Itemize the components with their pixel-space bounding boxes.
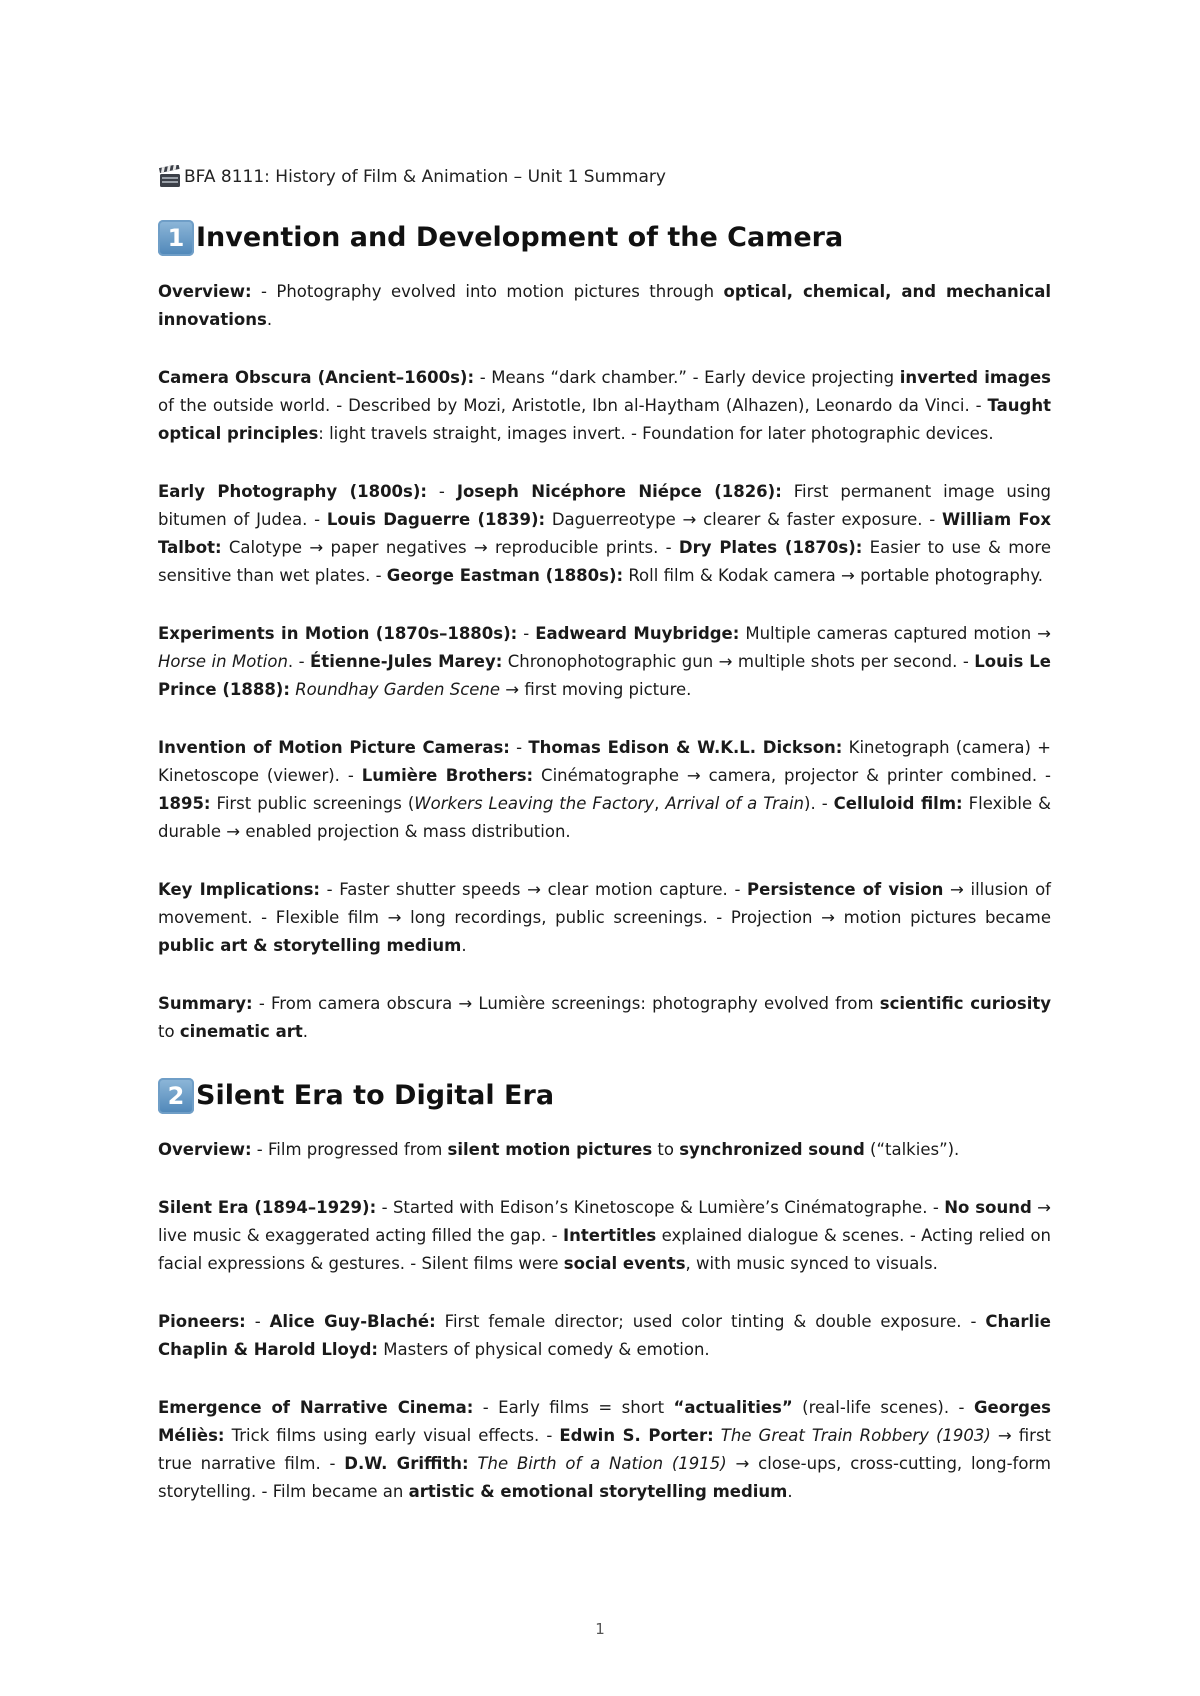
bold-text: 1895: <box>158 794 211 813</box>
text-run: to <box>158 1022 180 1041</box>
bold-text: synchronized sound <box>679 1140 865 1159</box>
bold-text: Silent Era (1894–1929): <box>158 1198 377 1217</box>
text-run: . <box>461 936 467 955</box>
text-run: - From camera obscura → Lumière screenings: photography evolved from <box>252 994 880 1013</box>
bold-text: George Eastman (1880s): <box>386 566 624 585</box>
text-run: First female director; used color tinting & double exposure. - <box>435 1312 986 1331</box>
paragraph <box>158 876 1051 960</box>
text-run: → illusion of movement. - Flexible film → long recordings, public screenings. - Projection → motion pictures became <box>158 880 1051 927</box>
text-run: Trick films using early visual effects. - <box>224 1426 560 1445</box>
bold-text: Georges Méliès: <box>158 1398 1051 1445</box>
paragraph <box>158 1194 1051 1278</box>
italic-text: Horse in Motion <box>158 652 288 671</box>
text-run: of the outside world. - Described by Mozi, Aristotle, Ibn al-Haytham (Alhazen), Leonardo da Vinci. - <box>158 396 988 415</box>
bold-text: Louis Daguerre (1839): <box>326 510 546 529</box>
text-run: . - <box>287 652 311 671</box>
text-run: , with music synced to visuals. <box>685 1254 938 1273</box>
text-run: . <box>787 1482 793 1501</box>
bold-text: Celluloid film: <box>833 794 963 813</box>
text-run: : light travels straight, images invert. - Foundation for later photographic devices. <box>318 424 994 443</box>
text-run: Multiple cameras captured motion → <box>739 624 1051 643</box>
text-run: Cinématographe → camera, projector & printer combined. - <box>533 766 1051 785</box>
bold-text: Overview: <box>158 1140 252 1159</box>
number-keycap-icon: 1 <box>158 220 194 256</box>
text-run: Calotype → paper negatives → reproducible prints. - <box>221 538 679 557</box>
clapperboard-icon <box>158 165 182 189</box>
bold-text: artistic & emotional storytelling medium <box>408 1482 788 1501</box>
bold-text: Summary: <box>158 994 253 1013</box>
bold-text: Dry Plates (1870s): <box>678 538 863 557</box>
paragraph <box>158 364 1051 448</box>
sections-container <box>158 218 1051 1506</box>
paragraph <box>158 620 1051 704</box>
text-run: Kinetograph (camera) + Kinetoscope (viewer). - <box>158 738 1052 785</box>
text-run <box>714 1426 721 1445</box>
bold-text: Early Photography (1800s): <box>158 482 428 501</box>
paragraph <box>158 1308 1051 1364</box>
bold-text: Alice Guy-Blaché: <box>269 1312 436 1331</box>
text-run: explained dialogue & scenes. - Acting relied on facial expressions & gestures. - Silent films were <box>158 1226 1051 1273</box>
bold-text: inverted images <box>899 368 1051 387</box>
paragraph <box>158 734 1051 846</box>
section-heading <box>158 218 1051 258</box>
text-run: - <box>509 738 529 757</box>
text-run: → first moving picture. <box>500 680 692 699</box>
page-number: 1 <box>595 1620 605 1638</box>
italic-text: The Great Train Robbery (1903) <box>720 1426 991 1445</box>
bold-text: cinematic art <box>179 1022 303 1041</box>
text-run: → first true narrative film. - <box>158 1426 1052 1473</box>
bold-text: public art & storytelling medium <box>158 936 462 955</box>
bold-text: silent motion pictures <box>447 1140 653 1159</box>
bold-text: Emergence of Narrative Cinema: <box>158 1398 474 1417</box>
bold-text: Key Implications: <box>158 880 321 899</box>
text-run: → close-ups, cross-cutting, long-form storytelling. - Film became an <box>158 1454 1052 1501</box>
bold-text: Experiments in Motion (1870s–1880s): <box>158 624 518 643</box>
bold-text: No sound <box>944 1198 1032 1217</box>
italic-text: The Birth of a Nation (1915) <box>477 1454 727 1473</box>
text-run: First permanent image using bitumen of Judea. - <box>158 482 1051 529</box>
bold-text: Taught optical principles <box>158 396 1051 443</box>
bold-text: D.W. Griffith: <box>344 1454 469 1473</box>
text-run: - <box>517 624 536 643</box>
section-heading-text: Silent Era to Digital Era <box>196 1080 555 1111</box>
bold-text: Lumière Brothers: <box>361 766 534 785</box>
text-run: - Early films = short <box>473 1398 674 1417</box>
bold-text: Intertitles <box>563 1226 657 1245</box>
bold-text: Persistence of vision <box>747 880 944 899</box>
text-run: (real-life scenes). - <box>792 1398 974 1417</box>
text-run: - Started with Edison’s Kinetoscope & Lumière’s Cinématographe. - <box>376 1198 945 1217</box>
document-title <box>158 160 1051 194</box>
text-run: to <box>652 1140 680 1159</box>
paragraph <box>158 478 1051 590</box>
text-run: - <box>427 482 457 501</box>
text-run: . <box>266 310 273 329</box>
bold-text: Overview: <box>158 282 252 301</box>
bold-text: Thomas Edison & W.K.L. Dickson: <box>528 738 843 757</box>
text-run: ). - <box>804 794 834 813</box>
text-run: Masters of physical comedy & emotion. <box>378 1340 710 1359</box>
bold-text: Camera Obscura (Ancient–1600s): <box>158 368 475 387</box>
section-heading-text: Invention and Development of the Camera <box>196 222 844 253</box>
text-run: Easier to use & more sensitive than wet plates. - <box>158 538 1051 585</box>
number-keycap-icon: 2 <box>158 1078 194 1114</box>
text-run: - Film progressed from <box>251 1140 448 1159</box>
paragraph <box>158 278 1051 334</box>
bold-text: Joseph Nicéphore Niépce (1826): <box>456 482 782 501</box>
bold-text: optical, chemical, and mechanical innovations <box>158 282 1051 329</box>
document-content <box>158 160 1051 1536</box>
bold-text: Invention of Motion Picture Cameras: <box>158 738 510 757</box>
text-run: , <box>654 794 666 813</box>
bold-text: Pioneers: <box>158 1312 246 1331</box>
text-run: - Means “dark chamber.” - Early device projecting <box>474 368 900 387</box>
paragraph <box>158 1136 1051 1164</box>
bold-text: William Fox Talbot: <box>158 510 1051 557</box>
text-run: - <box>245 1312 270 1331</box>
section-heading <box>158 1076 1051 1116</box>
bold-text: Louis Le Prince (1888): <box>158 652 1051 699</box>
text-run: Chronophotographic gun → multiple shots per second. - <box>502 652 975 671</box>
text-run: - Photography evolved into motion pictures through <box>251 282 724 301</box>
document-title-text: BFA 8111: History of Film & Animation – Unit 1 Summary <box>184 167 666 187</box>
bold-text: Edwin S. Porter: <box>559 1426 714 1445</box>
text-run: . <box>302 1022 308 1041</box>
italic-text: Roundhay Garden Scene <box>295 680 501 699</box>
text-run: (“talkies”). <box>864 1140 960 1159</box>
text-run: Flexible & durable → enabled projection & mass distribution. <box>158 794 1051 841</box>
bold-text: Eadweard Muybridge: <box>535 624 740 643</box>
bold-text: scientific curiosity <box>879 994 1051 1013</box>
paragraph <box>158 1394 1051 1506</box>
bold-text: Étienne-Jules Marey: <box>310 652 503 671</box>
bold-text: social events <box>563 1254 686 1273</box>
italic-text: Arrival of a Train <box>665 794 805 813</box>
text-run: Daguerreotype → clearer & faster exposure. - <box>545 510 942 529</box>
italic-text: Workers Leaving the Factory <box>414 794 655 813</box>
paragraph <box>158 990 1051 1046</box>
text-run: → live music & exaggerated acting filled the gap. - <box>158 1198 1052 1245</box>
text-run: - Faster shutter speeds → clear motion capture. - <box>320 880 748 899</box>
bold-text: “actualities” <box>673 1398 793 1417</box>
bold-text: Charlie Chaplin & Harold Lloyd: <box>158 1312 1051 1359</box>
text-run: Roll film & Kodak camera → portable photography. <box>623 566 1044 585</box>
text-run: First public screenings ( <box>210 794 415 813</box>
